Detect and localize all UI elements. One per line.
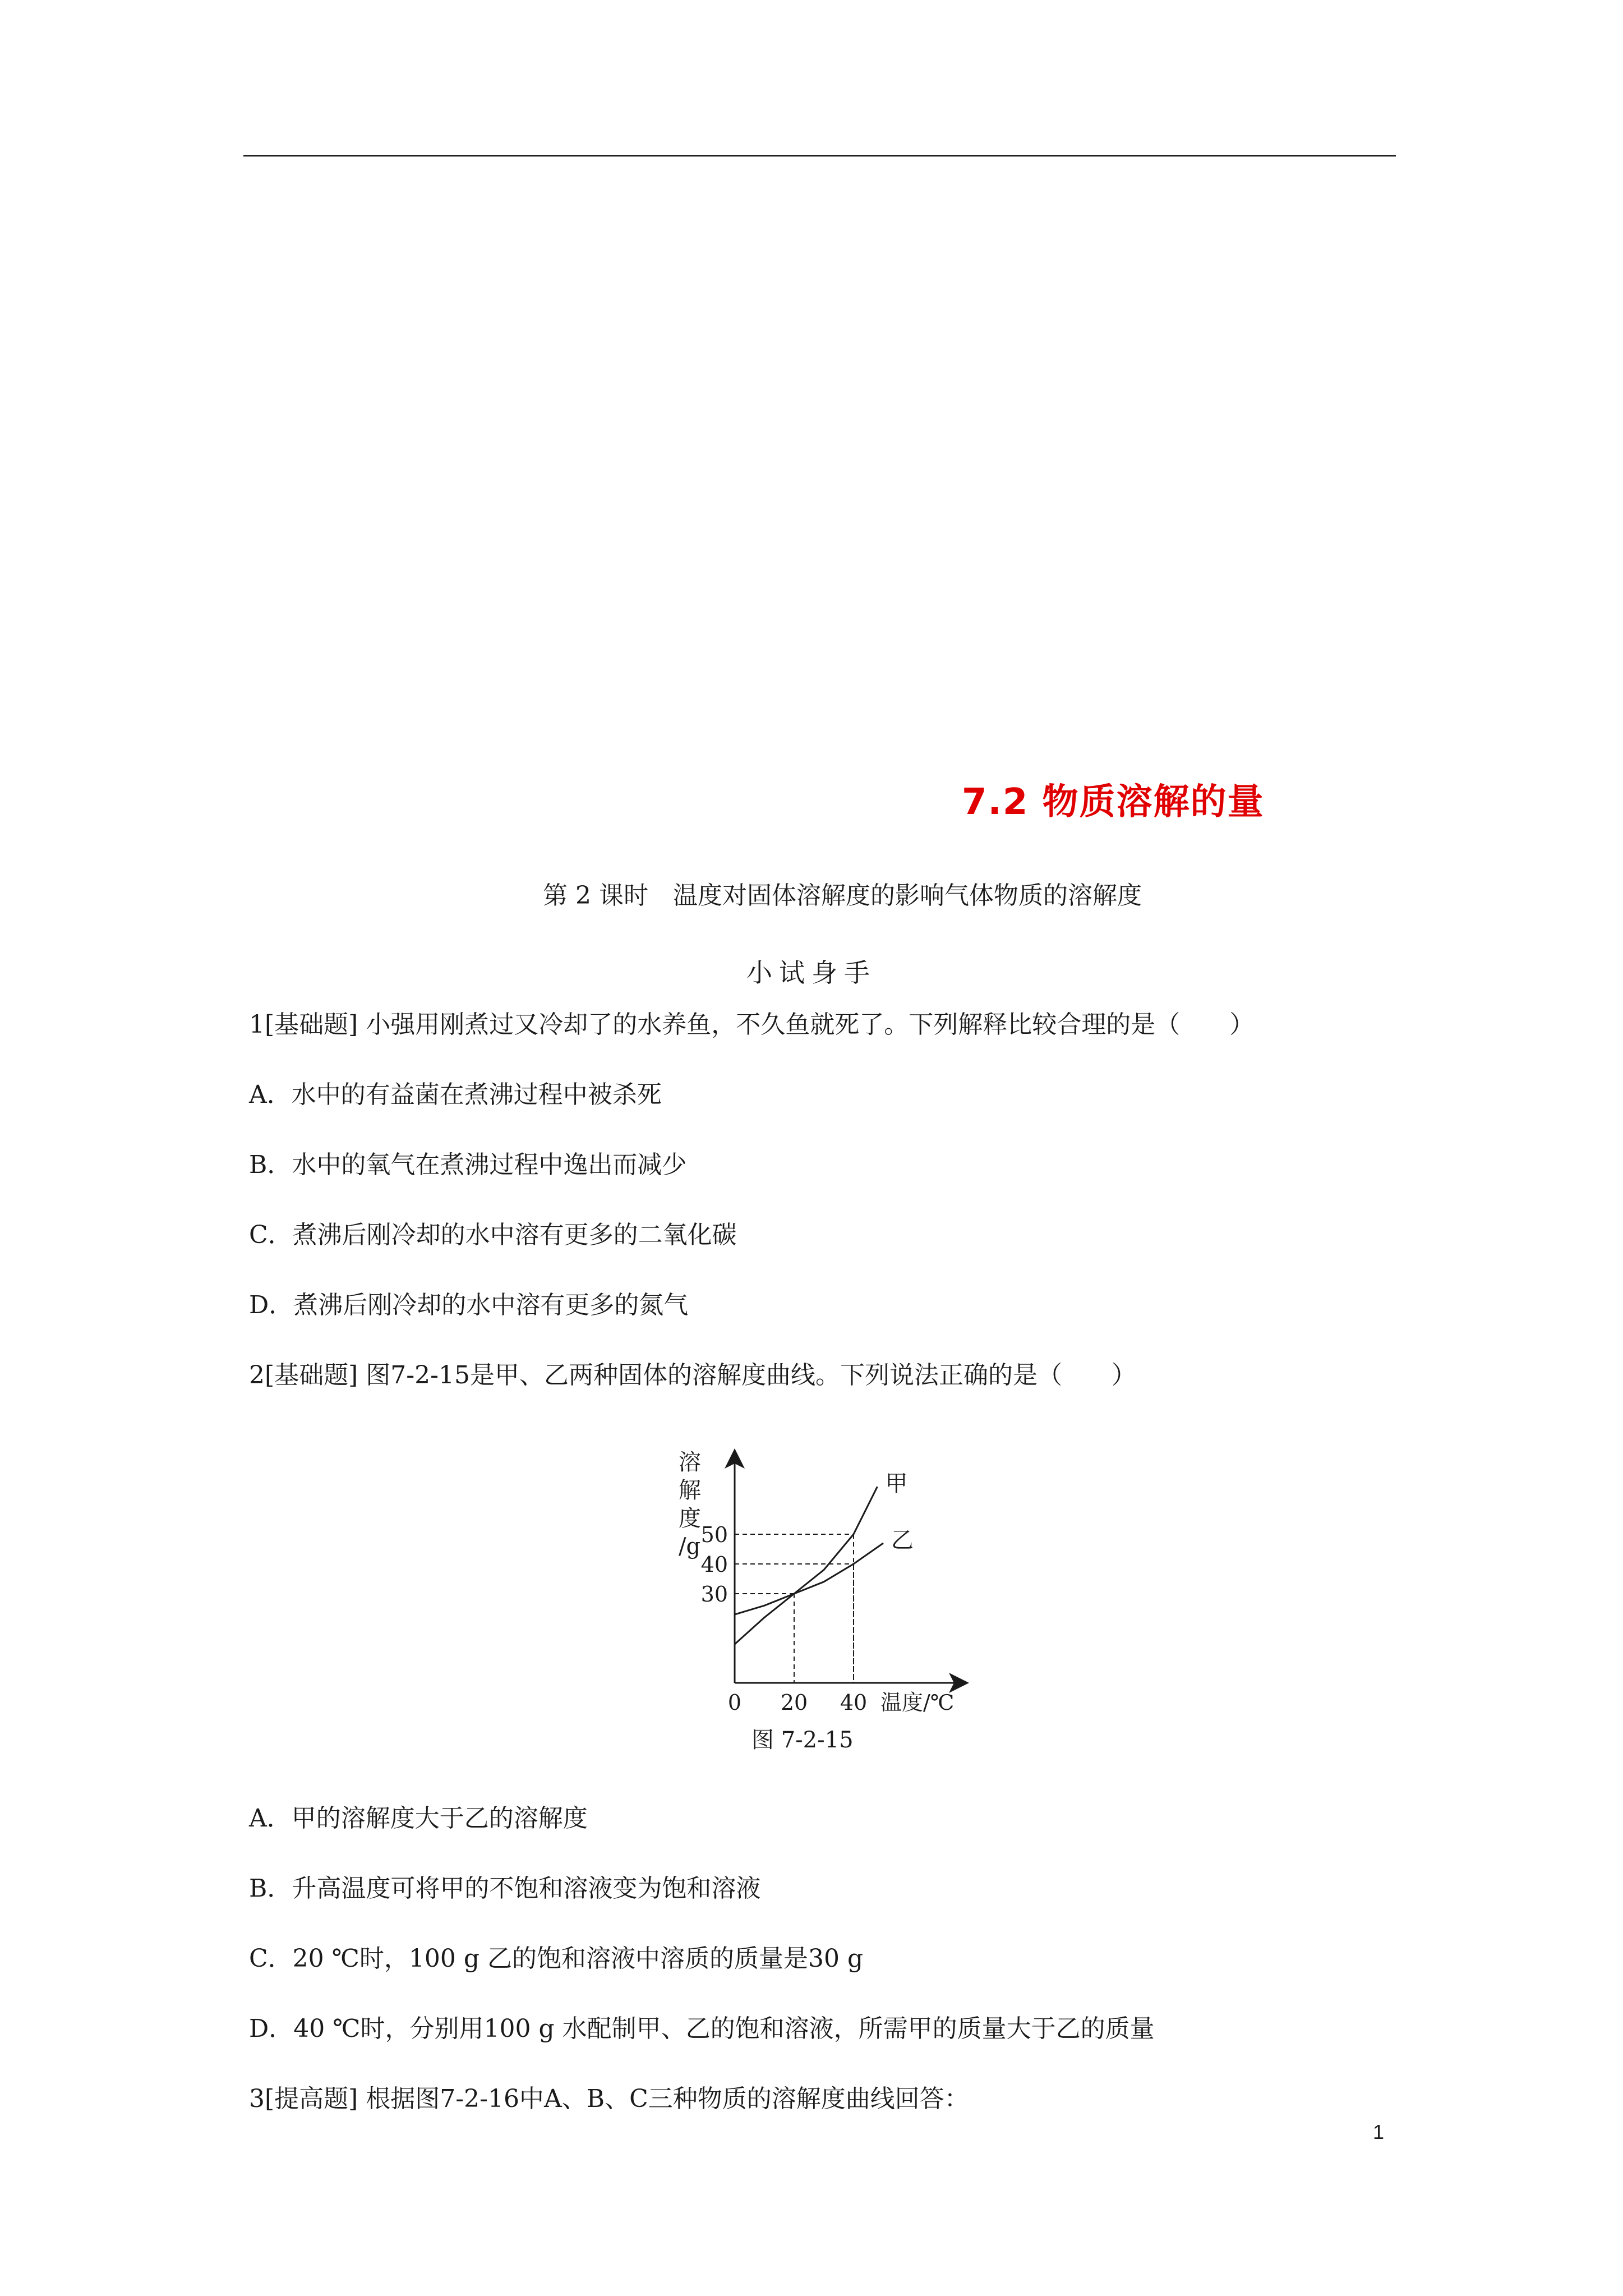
- lesson-title: 第 2 课时 温度对固体溶解度的影响气体物质的溶解度: [543, 881, 1142, 910]
- chapter-title: 7.2 物质溶解的量: [962, 781, 1265, 823]
- question-2-option-a: A．甲的溶解度大于乙的溶解度: [249, 1804, 588, 1833]
- section-title: 小试身手: [746, 958, 877, 988]
- x-axis-label: 温度/℃: [880, 1690, 955, 1715]
- question-1-option-b: B．水中的氧气在煮沸过程中逸出而减少: [249, 1151, 687, 1179]
- header-rule: [243, 155, 1396, 157]
- x-tick-label: 20: [780, 1690, 808, 1715]
- page-number: 1: [1373, 2120, 1385, 2143]
- y-axis-label-char: 溶: [679, 1450, 701, 1475]
- series-label: 乙: [891, 1527, 914, 1553]
- question-2-option-b: B．升高温度可将甲的不饱和溶液变为饱和溶液: [249, 1874, 761, 1903]
- question-1-option-d: D．煮沸后刚冷却的水中溶有更多的氮气: [249, 1291, 689, 1319]
- solubility-curve-figure: [662, 1442, 998, 1756]
- figure-caption: 图 7-2-15: [751, 1727, 854, 1753]
- series-label: 甲: [885, 1471, 908, 1497]
- origin-label: 0: [727, 1690, 742, 1715]
- question-2-option-c: C．20 ℃时，100 g 乙的饱和溶液中溶质的质量是30 g: [249, 1944, 864, 1973]
- question-2-option-d: D．40 ℃时，分别用100 g 水配制甲、乙的饱和溶液，所需甲的质量大于乙的质量: [249, 2014, 1155, 2043]
- y-tick-label: 50: [700, 1522, 728, 1547]
- question-1-option-a: A．水中的有益菌在煮沸过程中被杀死: [249, 1080, 662, 1109]
- question-2-stem: 2[基础题] 图7-2-15是甲、乙两种固体的溶解度曲线。下列说法正确的是（ ）: [249, 1361, 1137, 1389]
- y-axis-label-char: 度: [679, 1506, 701, 1531]
- y-tick-label: 40: [700, 1552, 728, 1577]
- question-1-stem: 1[基础题] 小强用刚煮过又冷却了的水养鱼，不久鱼就死了。下列解释比较合理的是（ ）: [249, 1010, 1255, 1039]
- y-axis-label-char: /g: [679, 1534, 701, 1559]
- x-tick-label: 40: [840, 1690, 868, 1715]
- series-curve-2: [735, 1543, 883, 1614]
- y-tick-label: 30: [700, 1582, 728, 1607]
- question-1-option-c: C．煮沸后刚冷却的水中溶有更多的二氧化碳: [249, 1221, 737, 1249]
- series-curve-1: [735, 1487, 877, 1644]
- question-3-stem: 3[提高题] 根据图7-2-16中A、B、C三种物质的溶解度曲线回答：: [249, 2085, 969, 2113]
- solubility-chart: [662, 1442, 998, 1756]
- y-axis-label-char: 解: [679, 1478, 701, 1503]
